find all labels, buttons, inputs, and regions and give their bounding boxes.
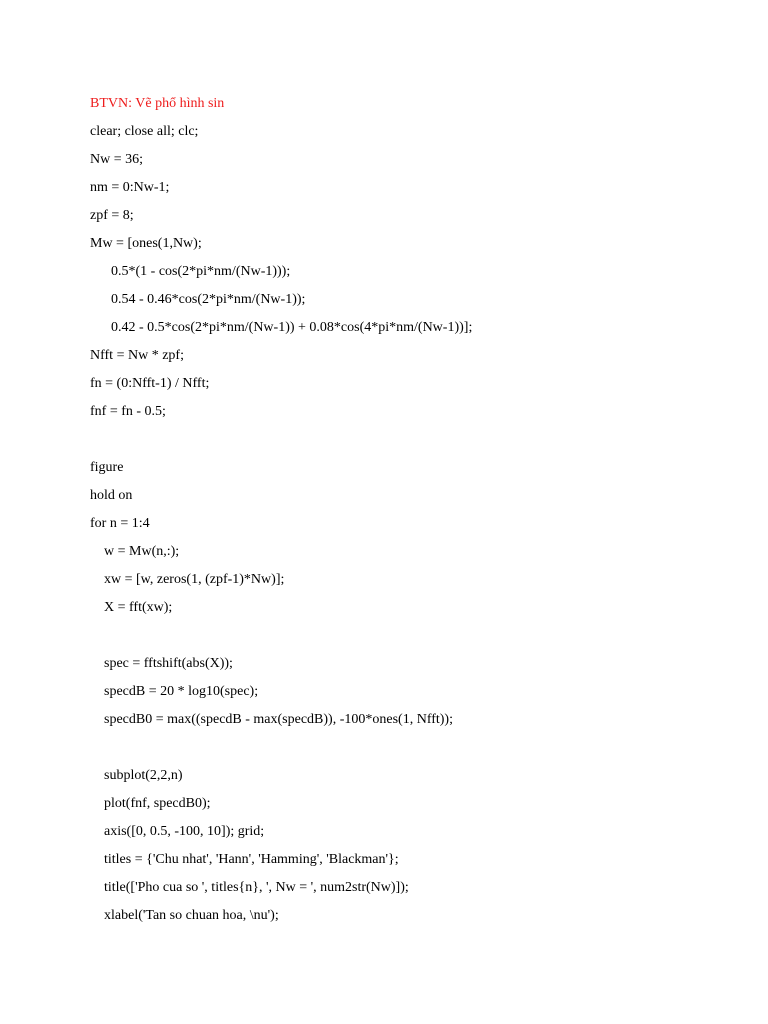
code-line: clear; close all; clc;	[90, 124, 199, 139]
code-line: 0.54 - 0.46*cos(2*pi*nm/(Nw-1));	[111, 292, 306, 307]
code-line: specdB = 20 * log10(spec);	[104, 684, 259, 699]
code-line: X = fft(xw);	[104, 600, 173, 615]
code-line: spec = fftshift(abs(X));	[104, 656, 233, 671]
code-line: for n = 1:4	[90, 516, 150, 531]
document-heading: BTVN: Vẽ phổ hình sin	[90, 96, 225, 111]
code-line: Mw = [ones(1,Nw);	[90, 236, 202, 251]
code-line: nm = 0:Nw-1;	[90, 180, 170, 195]
code-line: specdB0 = max((specdB - max(specdB)), -100*ones(1, Nfft));	[104, 712, 453, 727]
code-line: figure	[90, 460, 124, 475]
code-line: zpf = 8;	[90, 208, 134, 223]
blank-line	[90, 734, 730, 762]
code-line: xlabel('Tan so chuan hoa, \nu');	[104, 908, 279, 923]
code-line: 0.5*(1 - cos(2*pi*nm/(Nw-1)));	[111, 264, 291, 279]
code-line: w = Mw(n,:);	[104, 544, 180, 559]
code-line: Nfft = Nw * zpf;	[90, 348, 184, 363]
code-line: titles = {'Chu nhat', 'Hann', 'Hamming', 'Blackman'};	[104, 852, 399, 867]
code-line: hold on	[90, 488, 133, 503]
code-line: plot(fnf, specdB0);	[104, 796, 211, 811]
code-line: xw = [w, zeros(1, (zpf-1)*Nw)];	[104, 572, 285, 587]
code-line: axis([0, 0.5, -100, 10]); grid;	[104, 824, 265, 839]
code-line: subplot(2,2,n)	[104, 768, 183, 783]
document-content	[90, 90, 730, 930]
code-line: fnf = fn - 0.5;	[90, 404, 166, 419]
code-line: fn = (0:Nfft-1) / Nfft;	[90, 376, 210, 391]
blank-line	[90, 622, 730, 650]
code-line: title(['Pho cua so ', titles{n}, ', Nw = ', num2str(Nw)]);	[104, 880, 409, 895]
code-line: 0.42 - 0.5*cos(2*pi*nm/(Nw-1)) + 0.08*cos(4*pi*nm/(Nw-1))];	[111, 320, 473, 335]
blank-line	[90, 426, 730, 454]
code-line: Nw = 36;	[90, 152, 144, 167]
